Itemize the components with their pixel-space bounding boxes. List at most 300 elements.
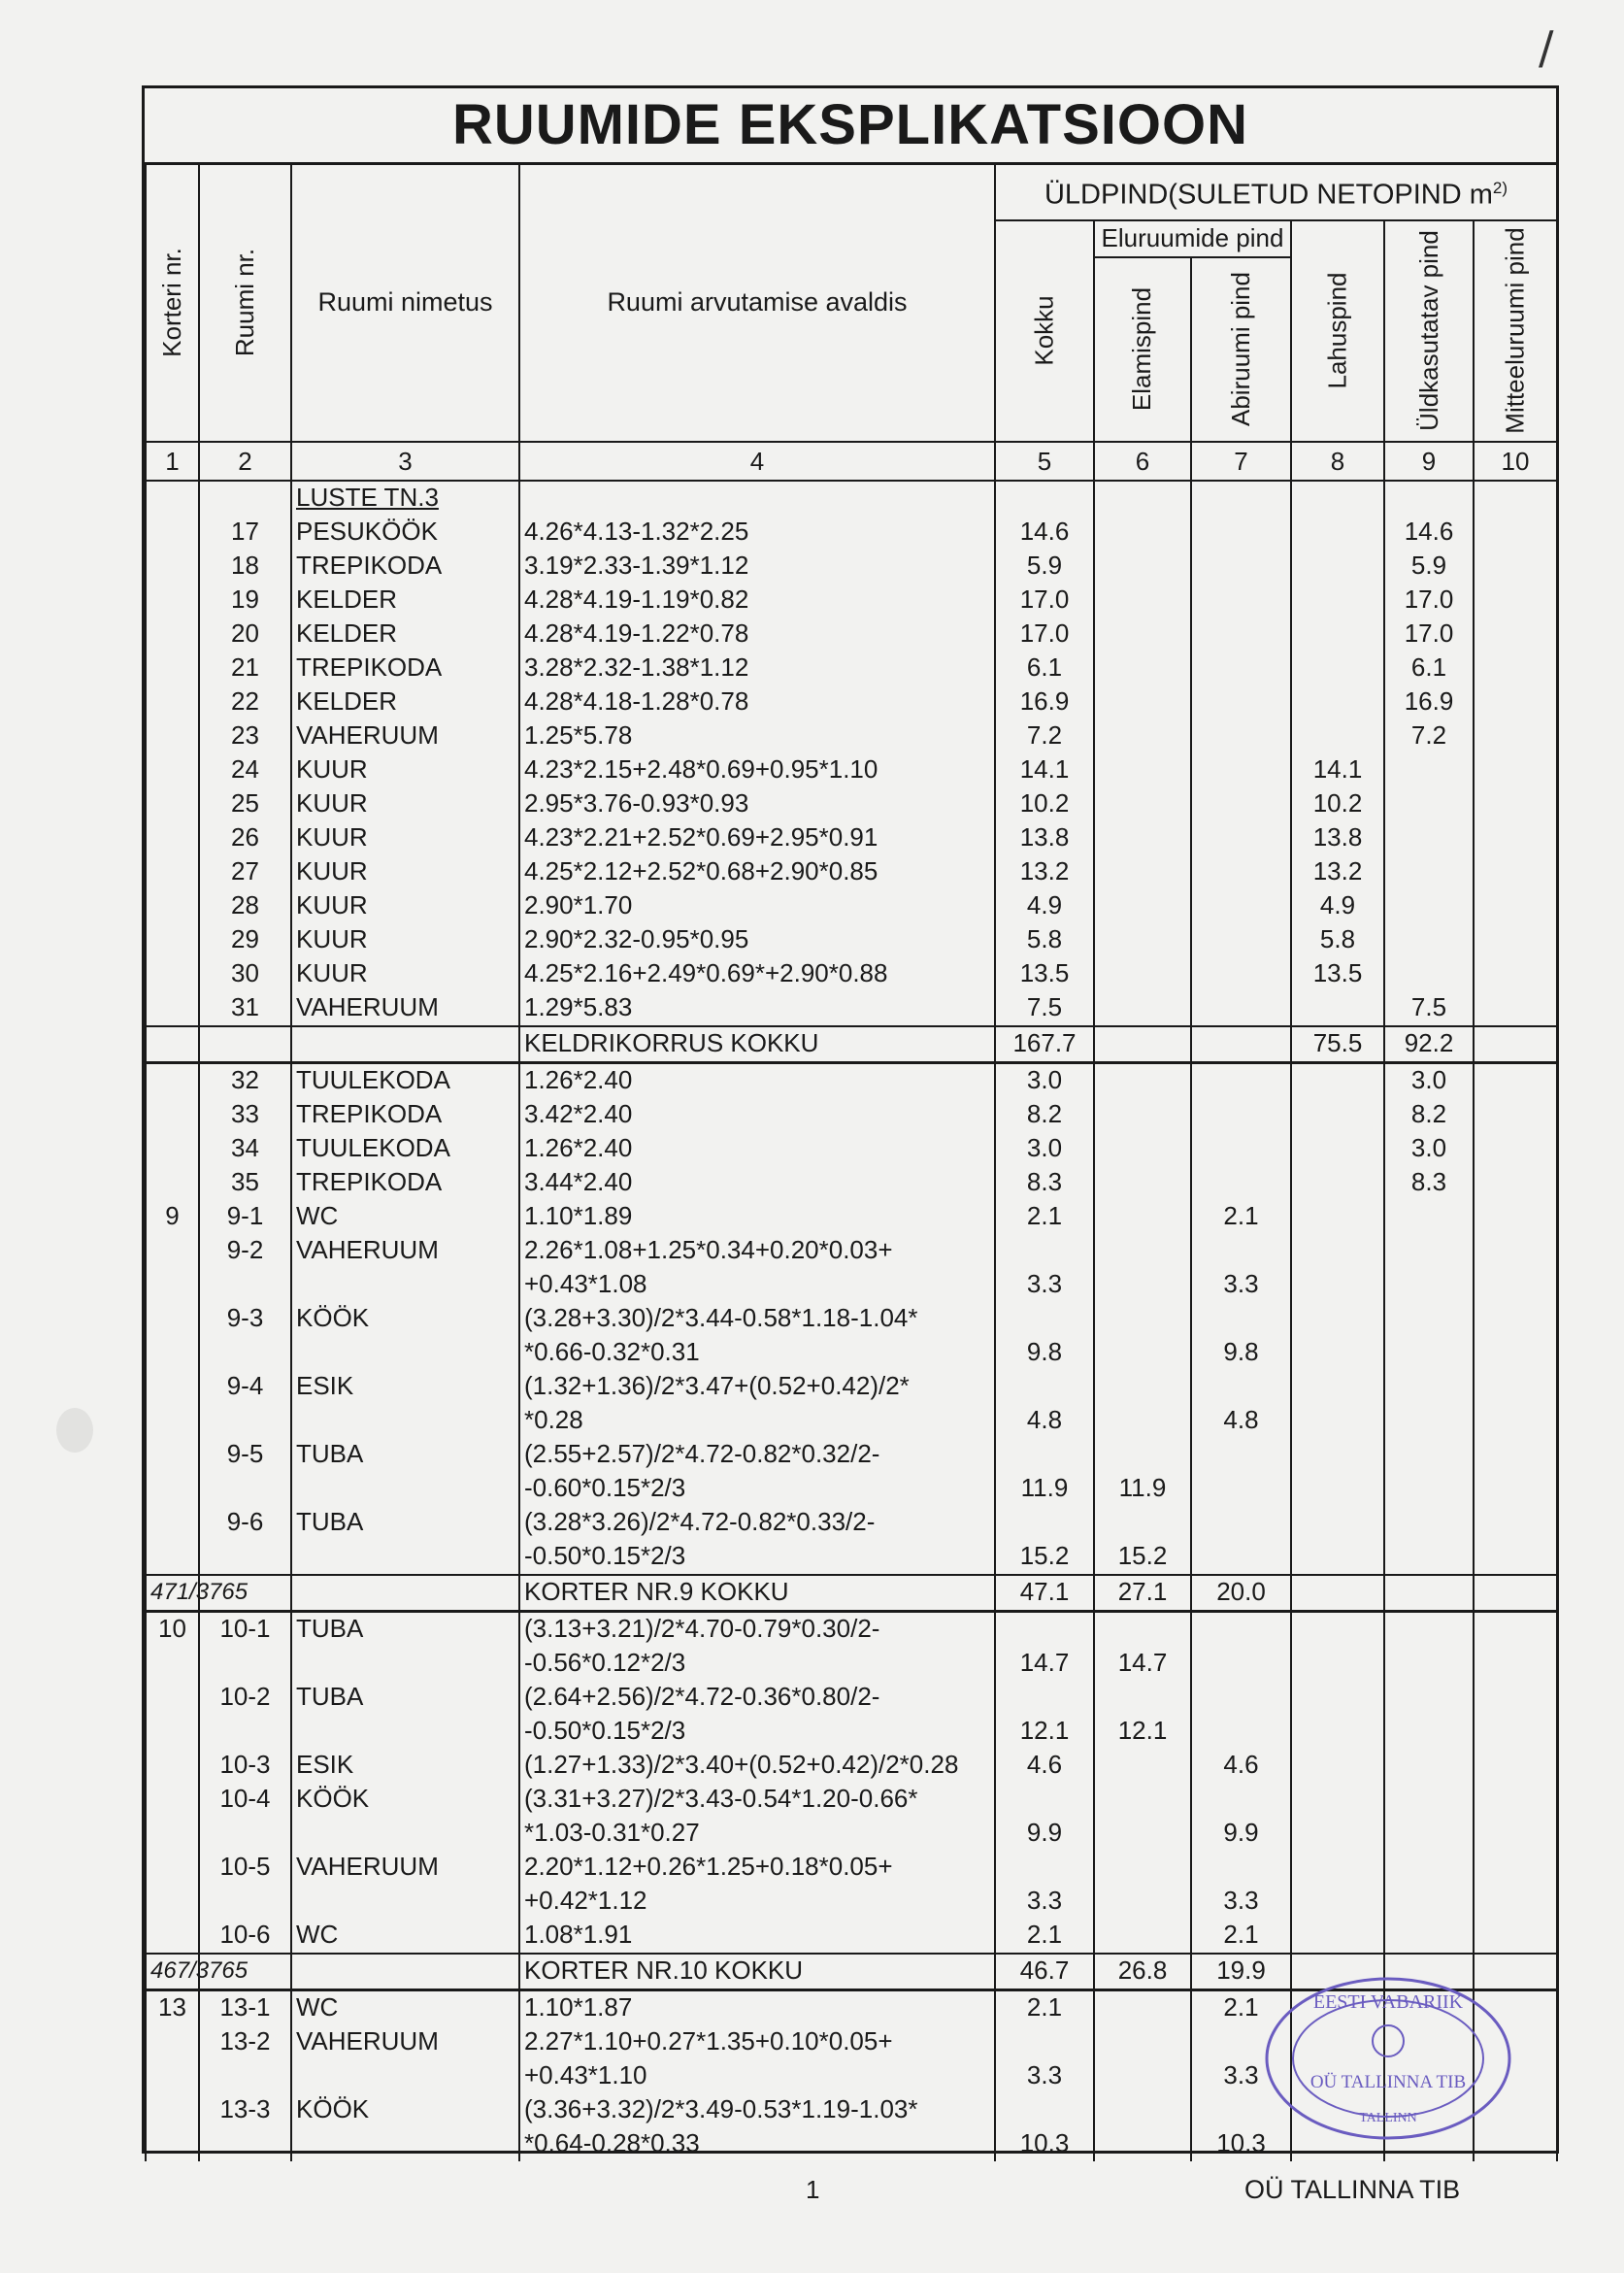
korter-cell bbox=[146, 1715, 199, 1749]
explication-sheet bbox=[142, 85, 1559, 2157]
total-area-cell bbox=[995, 1783, 1094, 1817]
common-area-cell bbox=[1384, 1749, 1474, 1783]
formula-cell: (2.55+2.57)/2*4.72-0.82*0.32/2- bbox=[519, 1438, 995, 1472]
auxiliary-area-cell: 2.1 bbox=[1191, 1989, 1291, 2025]
total-area-cell bbox=[995, 1234, 1094, 1268]
shed-area-cell bbox=[1291, 516, 1384, 550]
table-row bbox=[146, 618, 1557, 652]
stamp-bottom-text: OÜ TALLINNA TIB bbox=[1309, 2072, 1467, 2092]
common-area-cell: 8.2 bbox=[1384, 1098, 1474, 1132]
auxiliary-area-cell bbox=[1191, 1715, 1291, 1749]
common-area-cell bbox=[1384, 1302, 1474, 1336]
common-area-cell bbox=[1384, 923, 1474, 957]
table-row bbox=[146, 889, 1557, 923]
total-area-cell: 8.2 bbox=[995, 1098, 1094, 1132]
room-number-cell bbox=[199, 1336, 291, 1370]
total-area-cell: 3.0 bbox=[995, 1062, 1094, 1098]
common-area-cell: 6.1 bbox=[1384, 652, 1474, 685]
living-area-cell bbox=[1094, 1302, 1191, 1336]
shed-area-cell bbox=[1291, 584, 1384, 618]
total-area-cell bbox=[995, 1438, 1094, 1472]
living-area-cell bbox=[1094, 1166, 1191, 1200]
shed-area-cell bbox=[1291, 1783, 1384, 1817]
total-row bbox=[146, 1575, 1557, 1612]
non-residential-cell bbox=[1474, 1575, 1557, 1612]
table-row bbox=[146, 1302, 1557, 1336]
common-area-cell bbox=[1384, 957, 1474, 991]
room-number-cell: 24 bbox=[199, 753, 291, 787]
total-area-cell: 13.2 bbox=[995, 855, 1094, 889]
living-area-cell bbox=[1094, 1681, 1191, 1715]
korter-cell bbox=[146, 1851, 199, 1885]
formula-cell: 1.26*2.40 bbox=[519, 1062, 995, 1098]
room-number-cell: 10-4 bbox=[199, 1783, 291, 1817]
shed-area-cell bbox=[1291, 1715, 1384, 1749]
living-area-cell bbox=[1094, 1026, 1191, 1063]
korter-cell bbox=[146, 2025, 199, 2059]
non-residential-cell bbox=[1474, 1851, 1557, 1885]
auxiliary-area-cell bbox=[1191, 787, 1291, 821]
non-residential-cell bbox=[1474, 652, 1557, 685]
korter-cell bbox=[146, 1783, 199, 1817]
room-name-cell: VAHERUUM bbox=[291, 1851, 519, 1885]
non-residential-cell bbox=[1474, 1817, 1557, 1851]
table-row bbox=[146, 1540, 1557, 1575]
table-row bbox=[146, 1611, 1557, 1647]
table-row bbox=[146, 1506, 1557, 1540]
living-area-cell bbox=[1094, 923, 1191, 957]
common-area-cell bbox=[1384, 1851, 1474, 1885]
table-row bbox=[146, 1370, 1557, 1404]
shed-area-cell bbox=[1291, 1885, 1384, 1919]
common-area-cell bbox=[1384, 1268, 1474, 1302]
room-number-cell: 32 bbox=[199, 1062, 291, 1098]
total-area-cell: 3.3 bbox=[995, 2059, 1094, 2093]
room-name-cell bbox=[291, 1885, 519, 1919]
korter-cell bbox=[146, 618, 199, 652]
non-residential-cell bbox=[1474, 991, 1557, 1026]
common-area-cell bbox=[1384, 753, 1474, 787]
living-area-cell bbox=[1094, 787, 1191, 821]
formula-cell: 2.90*2.32-0.95*0.95 bbox=[519, 923, 995, 957]
room-name-cell: VAHERUUM bbox=[291, 991, 519, 1026]
common-area-cell bbox=[1384, 1885, 1474, 1919]
common-area-cell bbox=[1384, 1200, 1474, 1234]
non-residential-cell bbox=[1474, 753, 1557, 787]
living-area-cell: 27.1 bbox=[1094, 1575, 1191, 1612]
non-residential-cell bbox=[1474, 685, 1557, 719]
table-row bbox=[146, 753, 1557, 787]
living-area-cell: 14.7 bbox=[1094, 1647, 1191, 1681]
common-area-cell bbox=[1384, 787, 1474, 821]
korter-cell bbox=[146, 1506, 199, 1540]
korter-cell: 13 bbox=[146, 1989, 199, 2025]
korter-cell bbox=[146, 1681, 199, 1715]
korter-cell bbox=[146, 1885, 199, 1919]
korter-cell bbox=[146, 1026, 199, 1063]
room-name-cell: ESIK bbox=[291, 1749, 519, 1783]
total-area-cell bbox=[995, 1851, 1094, 1885]
column-numbers bbox=[146, 442, 1557, 481]
living-area-cell bbox=[1094, 855, 1191, 889]
shed-area-cell bbox=[1291, 1851, 1384, 1885]
table-row bbox=[146, 1851, 1557, 1885]
formula-cell: 2.95*3.76-0.93*0.93 bbox=[519, 787, 995, 821]
shed-area-cell bbox=[1291, 1200, 1384, 1234]
room-number-cell: 9-4 bbox=[199, 1370, 291, 1404]
korter-cell bbox=[146, 1749, 199, 1783]
page-number: 1 bbox=[806, 2175, 820, 2204]
shed-area-cell: 4.9 bbox=[1291, 889, 1384, 923]
non-residential-cell bbox=[1474, 1268, 1557, 1302]
non-residential-cell bbox=[1474, 1438, 1557, 1472]
common-area-cell: 8.3 bbox=[1384, 1166, 1474, 1200]
table-row bbox=[146, 516, 1557, 550]
non-residential-cell bbox=[1474, 1647, 1557, 1681]
total-area-cell: 13.5 bbox=[995, 957, 1094, 991]
total-area-cell: 4.8 bbox=[995, 1404, 1094, 1438]
room-name-cell: KELDER bbox=[291, 584, 519, 618]
auxiliary-area-cell bbox=[1191, 1611, 1291, 1647]
non-residential-cell bbox=[1474, 889, 1557, 923]
formula-cell: 1.10*1.87 bbox=[519, 1989, 995, 2025]
shed-area-cell bbox=[1291, 1098, 1384, 1132]
korter-cell bbox=[146, 1472, 199, 1506]
room-number-cell: 10-2 bbox=[199, 1681, 291, 1715]
colnum: 7 bbox=[1191, 442, 1291, 481]
non-residential-cell bbox=[1474, 1749, 1557, 1783]
living-area-cell bbox=[1094, 1817, 1191, 1851]
room-name-cell: KUUR bbox=[291, 957, 519, 991]
room-name-cell: TREPIKODA bbox=[291, 550, 519, 584]
korter-cell bbox=[146, 1268, 199, 1302]
common-area-cell bbox=[1384, 1370, 1474, 1404]
total-area-cell: 15.2 bbox=[995, 1540, 1094, 1575]
room-number-cell: 9-2 bbox=[199, 1234, 291, 1268]
formula-cell: -0.60*0.15*2/3 bbox=[519, 1472, 995, 1506]
auxiliary-area-cell bbox=[1191, 855, 1291, 889]
total-area-cell bbox=[995, 2025, 1094, 2059]
formula-cell: 1.10*1.89 bbox=[519, 1200, 995, 1234]
shed-area-cell bbox=[1291, 685, 1384, 719]
auxiliary-area-cell bbox=[1191, 1062, 1291, 1098]
colnum: 1 bbox=[146, 442, 199, 481]
auxiliary-area-cell bbox=[1191, 516, 1291, 550]
living-area-cell bbox=[1094, 957, 1191, 991]
auxiliary-area-cell bbox=[1191, 1647, 1291, 1681]
shed-area-cell: 13.5 bbox=[1291, 957, 1384, 991]
korter-cell bbox=[146, 685, 199, 719]
non-residential-cell bbox=[1474, 1062, 1557, 1098]
room-number-cell: 10-6 bbox=[199, 1919, 291, 1954]
common-area-cell bbox=[1384, 1472, 1474, 1506]
shed-area-cell: 5.8 bbox=[1291, 923, 1384, 957]
non-residential-cell bbox=[1474, 1783, 1557, 1817]
formula-cell: -0.56*0.12*2/3 bbox=[519, 1647, 995, 1681]
non-residential-cell bbox=[1474, 1098, 1557, 1132]
formula-cell: 2.20*1.12+0.26*1.25+0.18*0.05+ bbox=[519, 1851, 995, 1885]
korter-cell bbox=[146, 719, 199, 753]
header-kokku: Kokku bbox=[995, 220, 1094, 442]
table-row bbox=[146, 1098, 1557, 1132]
living-area-cell bbox=[1094, 1989, 1191, 2025]
room-number-cell bbox=[199, 1647, 291, 1681]
header-mitteeluruumi: Mitteeluruumi pind bbox=[1474, 220, 1557, 442]
auxiliary-area-cell bbox=[1191, 1370, 1291, 1404]
header-elamispind: Elamispind bbox=[1094, 257, 1191, 442]
total-area-cell: 47.1 bbox=[995, 1575, 1094, 1612]
table-row bbox=[146, 1647, 1557, 1681]
table-row bbox=[146, 1817, 1557, 1851]
formula-cell: (3.13+3.21)/2*4.70-0.79*0.30/2- bbox=[519, 1611, 995, 1647]
room-name-cell: TUBA bbox=[291, 1681, 519, 1715]
table-row bbox=[146, 1132, 1557, 1166]
formula-cell: 4.28*4.19-1.22*0.78 bbox=[519, 618, 995, 652]
total-area-cell: 3.3 bbox=[995, 1885, 1094, 1919]
formula-cell: 4.23*2.15+2.48*0.69+0.95*1.10 bbox=[519, 753, 995, 787]
room-number-cell bbox=[199, 2059, 291, 2093]
room-name-cell: KÖÖK bbox=[291, 1302, 519, 1336]
non-residential-cell bbox=[1474, 1715, 1557, 1749]
total-area-cell: 14.7 bbox=[995, 1647, 1094, 1681]
total-area-cell: 16.9 bbox=[995, 685, 1094, 719]
room-name-cell: WC bbox=[291, 1200, 519, 1234]
header-ruumi-nr: Ruumi nr. bbox=[199, 163, 291, 442]
table-row bbox=[146, 481, 1557, 516]
shed-area-cell bbox=[1291, 1506, 1384, 1540]
room-name-cell: KUUR bbox=[291, 923, 519, 957]
living-area-cell bbox=[1094, 753, 1191, 787]
auxiliary-area-cell: 3.3 bbox=[1191, 1268, 1291, 1302]
colnum: 10 bbox=[1474, 442, 1557, 481]
living-area-cell bbox=[1094, 1132, 1191, 1166]
auxiliary-area-cell: 19.9 bbox=[1191, 1954, 1291, 1990]
non-residential-cell bbox=[1474, 1370, 1557, 1404]
formula-cell: -0.50*0.15*2/3 bbox=[519, 1715, 995, 1749]
living-area-cell: 26.8 bbox=[1094, 1954, 1191, 1990]
room-number-cell bbox=[199, 2127, 291, 2161]
living-area-cell bbox=[1094, 1370, 1191, 1404]
formula-cell: 3.28*2.32-1.38*1.12 bbox=[519, 652, 995, 685]
common-area-cell bbox=[1384, 1715, 1474, 1749]
table-row bbox=[146, 991, 1557, 1026]
room-name-cell: TUBA bbox=[291, 1438, 519, 1472]
living-area-cell bbox=[1094, 991, 1191, 1026]
auxiliary-area-cell bbox=[1191, 991, 1291, 1026]
shed-area-cell: 75.5 bbox=[1291, 1026, 1384, 1063]
total-area-cell: 2.1 bbox=[995, 1200, 1094, 1234]
living-area-cell bbox=[1094, 2093, 1191, 2127]
common-area-cell bbox=[1384, 889, 1474, 923]
total-area-cell bbox=[995, 1611, 1094, 1647]
non-residential-cell bbox=[1474, 1611, 1557, 1647]
non-residential-cell bbox=[1474, 516, 1557, 550]
header-uldpind: ÜLDPIND(SULETUD NETOPIND $m^{2)}$ bbox=[995, 163, 1557, 220]
living-area-cell bbox=[1094, 685, 1191, 719]
formula-cell: (3.28+3.30)/2*3.44-0.58*1.18-1.04* bbox=[519, 1302, 995, 1336]
auxiliary-area-cell bbox=[1191, 753, 1291, 787]
formula-cell: *0.28 bbox=[519, 1404, 995, 1438]
living-area-cell bbox=[1094, 2127, 1191, 2161]
header-korter: Korteri nr. bbox=[146, 163, 199, 442]
table-row bbox=[146, 957, 1557, 991]
formula-cell: 4.26*4.13-1.32*2.25 bbox=[519, 516, 995, 550]
room-number-cell: 10-1 bbox=[199, 1611, 291, 1647]
room-name-cell: VAHERUUM bbox=[291, 2025, 519, 2059]
room-name-cell bbox=[291, 1540, 519, 1575]
room-name-cell: LUSTE TN.3 bbox=[291, 481, 519, 516]
auxiliary-area-cell bbox=[1191, 1098, 1291, 1132]
korter-cell: 471/3765 bbox=[146, 1575, 199, 1612]
non-residential-cell bbox=[1474, 923, 1557, 957]
living-area-cell bbox=[1094, 652, 1191, 685]
room-name-cell: KUUR bbox=[291, 855, 519, 889]
living-area-cell bbox=[1094, 1851, 1191, 1885]
living-area-cell bbox=[1094, 1885, 1191, 1919]
header-abiruumi: Abiruumi pind bbox=[1191, 257, 1291, 442]
formula-cell: *0.64-0.28*0.33 bbox=[519, 2127, 995, 2161]
punch-hole bbox=[56, 1408, 93, 1453]
header-uldkasutatav: Üldkasutatav pind bbox=[1384, 220, 1474, 442]
shed-area-cell bbox=[1291, 481, 1384, 516]
header-eluruumide: Eluruumide pind bbox=[1094, 220, 1291, 257]
room-number-cell: 27 bbox=[199, 855, 291, 889]
auxiliary-area-cell bbox=[1191, 889, 1291, 923]
room-name-cell bbox=[291, 1575, 519, 1612]
non-residential-cell bbox=[1474, 957, 1557, 991]
korter-cell bbox=[146, 1302, 199, 1336]
shed-area-cell bbox=[1291, 1681, 1384, 1715]
total-area-cell: 17.0 bbox=[995, 584, 1094, 618]
living-area-cell bbox=[1094, 1234, 1191, 1268]
korter-cell bbox=[146, 1919, 199, 1954]
common-area-cell bbox=[1384, 1611, 1474, 1647]
living-area-cell bbox=[1094, 1336, 1191, 1370]
room-number-cell: 28 bbox=[199, 889, 291, 923]
korter-cell bbox=[146, 1540, 199, 1575]
table-row bbox=[146, 1472, 1557, 1506]
total-area-cell: 14.6 bbox=[995, 516, 1094, 550]
table-row bbox=[146, 1749, 1557, 1783]
shed-area-cell bbox=[1291, 618, 1384, 652]
auxiliary-area-cell bbox=[1191, 481, 1291, 516]
non-residential-cell bbox=[1474, 855, 1557, 889]
common-area-cell bbox=[1384, 1234, 1474, 1268]
table-row bbox=[146, 787, 1557, 821]
auxiliary-area-cell bbox=[1191, 1302, 1291, 1336]
auxiliary-area-cell: 3.3 bbox=[1191, 2059, 1291, 2093]
total-area-cell bbox=[995, 1506, 1094, 1540]
shed-area-cell bbox=[1291, 1336, 1384, 1370]
room-name-cell: KUUR bbox=[291, 787, 519, 821]
auxiliary-area-cell bbox=[1191, 719, 1291, 753]
total-area-cell bbox=[995, 2093, 1094, 2127]
room-name-cell bbox=[291, 1404, 519, 1438]
common-area-cell: 5.9 bbox=[1384, 550, 1474, 584]
room-name-cell: KÖÖK bbox=[291, 1783, 519, 1817]
formula-cell: 2.26*1.08+1.25*0.34+0.20*0.03+ bbox=[519, 1234, 995, 1268]
non-residential-cell bbox=[1474, 1472, 1557, 1506]
formula-cell: 4.25*2.12+2.52*0.68+2.90*0.85 bbox=[519, 855, 995, 889]
room-name-cell: VAHERUUM bbox=[291, 1234, 519, 1268]
room-number-cell: 10-3 bbox=[199, 1749, 291, 1783]
total-area-cell: 11.9 bbox=[995, 1472, 1094, 1506]
korter-cell bbox=[146, 923, 199, 957]
common-area-cell: 14.6 bbox=[1384, 516, 1474, 550]
header-ruumi-nimetus: Ruumi nimetus bbox=[291, 163, 519, 442]
korter-cell bbox=[146, 889, 199, 923]
living-area-cell bbox=[1094, 1506, 1191, 1540]
table-row bbox=[146, 1715, 1557, 1749]
auxiliary-area-cell: 2.1 bbox=[1191, 1919, 1291, 1954]
non-residential-cell bbox=[1474, 821, 1557, 855]
room-name-cell: TREPIKODA bbox=[291, 652, 519, 685]
common-area-cell: 16.9 bbox=[1384, 685, 1474, 719]
room-name-cell: TUBA bbox=[291, 1611, 519, 1647]
room-number-cell: 20 bbox=[199, 618, 291, 652]
non-residential-cell bbox=[1474, 1506, 1557, 1540]
korter-cell: 467/3765 bbox=[146, 1954, 199, 1990]
common-area-cell bbox=[1384, 1919, 1474, 1954]
common-area-cell bbox=[1384, 481, 1474, 516]
formula-cell: 2.27*1.10+0.27*1.35+0.10*0.05+ bbox=[519, 2025, 995, 2059]
total-area-cell: 2.1 bbox=[995, 1919, 1094, 1954]
room-number-cell: 9-1 bbox=[199, 1200, 291, 1234]
common-area-cell bbox=[1384, 1681, 1474, 1715]
table-row bbox=[146, 1336, 1557, 1370]
korter-cell bbox=[146, 550, 199, 584]
auxiliary-area-cell bbox=[1191, 550, 1291, 584]
korter-cell bbox=[146, 1062, 199, 1098]
living-area-cell bbox=[1094, 2059, 1191, 2093]
stamp-top-text: EESTI VABARIIK bbox=[1312, 1991, 1464, 2013]
shed-area-cell bbox=[1291, 1438, 1384, 1472]
living-area-cell bbox=[1094, 1611, 1191, 1647]
korter-cell bbox=[146, 787, 199, 821]
room-number-cell: 21 bbox=[199, 652, 291, 685]
korter-cell bbox=[146, 1166, 199, 1200]
stamp-emblem bbox=[1373, 2025, 1404, 2056]
total-area-cell: 46.7 bbox=[995, 1954, 1094, 1990]
room-number-cell: 13-1 bbox=[199, 1989, 291, 2025]
room-name-cell: TUULEKODA bbox=[291, 1132, 519, 1166]
formula-cell: 1.08*1.91 bbox=[519, 1919, 995, 1954]
total-area-cell: 9.8 bbox=[995, 1336, 1094, 1370]
room-number-cell: 31 bbox=[199, 991, 291, 1026]
common-area-cell: 92.2 bbox=[1384, 1026, 1474, 1063]
formula-cell: 3.42*2.40 bbox=[519, 1098, 995, 1132]
shed-area-cell bbox=[1291, 1919, 1384, 1954]
colnum: 4 bbox=[519, 442, 995, 481]
room-name-cell: PESUKÖÖK bbox=[291, 516, 519, 550]
korter-cell: 9 bbox=[146, 1200, 199, 1234]
room-number-cell bbox=[199, 1540, 291, 1575]
korter-cell bbox=[146, 957, 199, 991]
non-residential-cell bbox=[1474, 1166, 1557, 1200]
header-avaldis: Ruumi arvutamise avaldis bbox=[519, 163, 995, 442]
room-name-cell bbox=[291, 1472, 519, 1506]
table-row bbox=[146, 584, 1557, 618]
room-number-cell: 26 bbox=[199, 821, 291, 855]
living-area-cell bbox=[1094, 584, 1191, 618]
common-area-cell: 3.0 bbox=[1384, 1132, 1474, 1166]
table-row bbox=[146, 855, 1557, 889]
living-area-cell bbox=[1094, 1268, 1191, 1302]
non-residential-cell bbox=[1474, 1234, 1557, 1268]
auxiliary-area-cell: 2.1 bbox=[1191, 1200, 1291, 1234]
formula-cell: (2.64+2.56)/2*4.72-0.36*0.80/2- bbox=[519, 1681, 995, 1715]
formula-cell: 4.23*2.21+2.52*0.69+2.95*0.91 bbox=[519, 821, 995, 855]
